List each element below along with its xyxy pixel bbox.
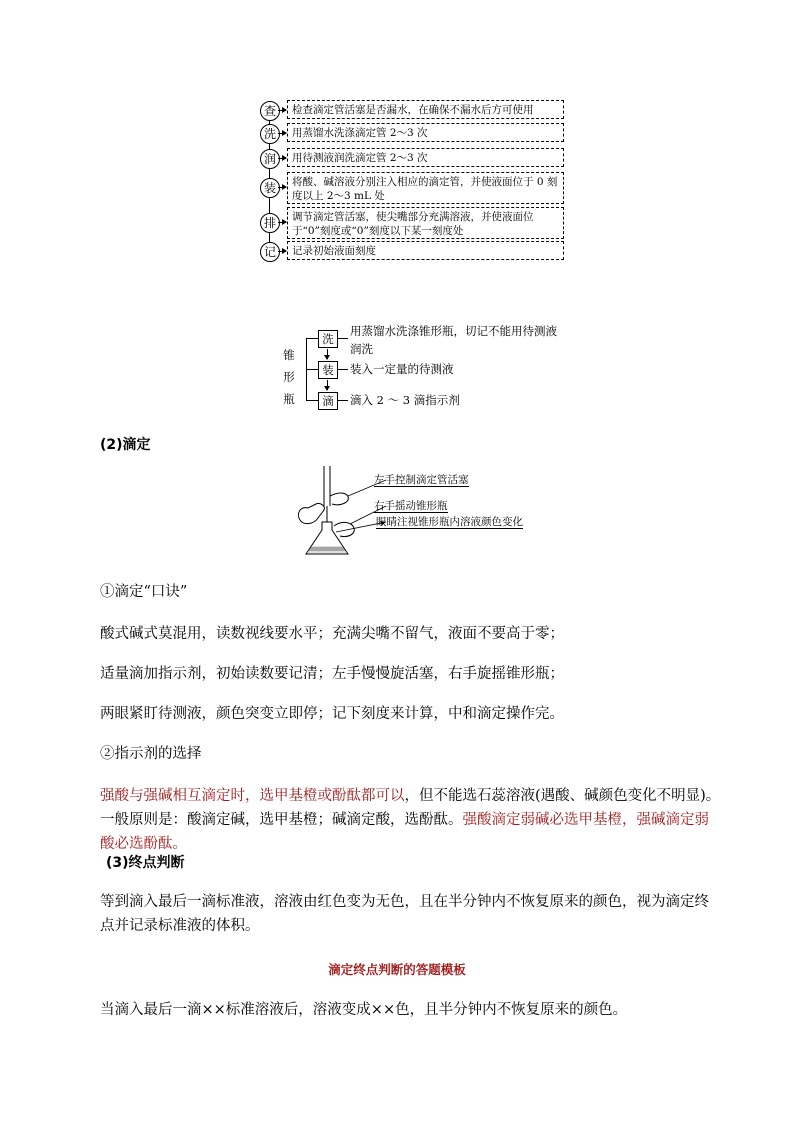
label-text: 眼睛注视锥形瓶内溶液颜色变化 (376, 516, 523, 528)
side-char: 形 (283, 370, 295, 384)
endpoint-paragraph: 等到滴入最后一滴标准液，溶液由红色变为无色，且在半分钟内不恢复原来的颜色，视为滴定终点并记录标准液的体积。 (100, 894, 709, 934)
arrow-right-icon (278, 222, 286, 223)
connector (338, 400, 348, 401)
template-text: 当滴入最后一滴××标准溶液后，溶液变成××色，且半分钟内不恢复原来的颜色。 (100, 1002, 628, 1018)
step-char: 润 (260, 149, 280, 169)
flask-side-label (282, 344, 296, 410)
connector (338, 338, 348, 339)
arrow-right-icon (278, 133, 286, 134)
label-left-hand (374, 474, 469, 486)
arrow-right-icon (278, 110, 286, 111)
flask-step-char: 装 (318, 361, 338, 379)
arrow-right-icon (278, 251, 286, 252)
flask-step-text: 装入一定量的待测液 (350, 362, 454, 376)
arrow-right-icon (278, 187, 286, 188)
step-text: 将酸、碱溶液分别注入相应的滴定管，并使液面位于 0 刻度以上 2～3 mL 处 (287, 172, 564, 204)
arrow-down-icon (327, 349, 328, 359)
step-char: 记 (260, 242, 280, 262)
flask-step-char: 洗 (318, 330, 338, 348)
step-text: 调节滴定管活塞，使尖嘴部分充满溶液，并使液面位于“0”刻度或“0”刻度以下某一刻度处 (287, 207, 564, 239)
indicator-highlight: 强酸与强碱相互滴定时，选甲基橙或酚酞都可以 (100, 788, 405, 804)
indicator-highlight: 强酸滴定弱碱必选甲基橙，强碱滴定弱酸必选酚酞。 (100, 812, 709, 852)
step-text: 用待测液润洗滴定管 2～3 次 (287, 148, 564, 167)
titration-illustration (290, 466, 550, 558)
mnemonic-title: ①滴定“口诀” (100, 584, 188, 600)
bracket-tick (306, 369, 318, 370)
label-eyes (376, 516, 523, 528)
flask-step-text-line: 润洗 (350, 342, 373, 356)
indicator-text: ，但不能选石蕊溶液(遇酸、碱颜色变化不明显)。一般原则是：酸滴定碱，选甲基橙；碱滴定酸，选酚酞。 (100, 788, 721, 828)
label-right-hand (374, 500, 448, 512)
section-heading-titration: (2)滴定 (100, 437, 151, 453)
arrow-down-icon (327, 380, 328, 390)
bracket-tick (306, 400, 318, 401)
side-char: 锥 (283, 348, 295, 362)
mnemonic-line: 适量滴加指示剂，初始读数要记清；左手慢慢旋活塞，右手旋摇锥形瓶； (100, 666, 564, 682)
mnemonic-line: 酸式碱式莫混用，读数视线要水平；充满尖嘴不留气，液面不要高于零； (100, 626, 564, 642)
step-text: 记录初始液面刻度 (287, 241, 564, 260)
burette-flow-chart (258, 96, 568, 262)
flask-flow-chart (282, 322, 572, 414)
connector (338, 369, 348, 370)
indicator-paragraph (100, 784, 722, 856)
bracket-tick (306, 338, 318, 339)
step-text: 用蒸馏水洗涤滴定管 2～3 次 (287, 123, 564, 142)
section-heading-endpoint: (3)终点判断 (106, 855, 185, 871)
mnemonic-line: 两眼紧盯待测液，颜色突变立即停；记下刻度来计算，中和滴定操作完。 (100, 706, 564, 722)
side-char: 瓶 (283, 392, 295, 406)
flask-step-text-line: 用蒸馏水洗涤锥形瓶，切记不能用待测液 (350, 324, 557, 338)
indicator-title: ②指示剂的选择 (100, 746, 202, 762)
flask-step-text (350, 322, 557, 358)
label-text: 左手控制滴定管活塞 (374, 474, 469, 486)
arrow-right-icon (278, 158, 286, 159)
template-title: 滴定终点判断的答题模板 (328, 962, 466, 977)
step-char: 排 (260, 213, 280, 233)
step-char: 查 (260, 101, 280, 121)
step-text: 检查滴定管活塞是否漏水，在确保不漏水后方可使用 (287, 100, 564, 119)
flask-step-text: 滴入 2 ～ 3 滴指示剂 (350, 393, 460, 407)
flask-step-char: 滴 (318, 392, 338, 410)
step-char: 洗 (260, 124, 280, 144)
step-char: 装 (260, 178, 280, 198)
label-text: 右手摇动锥形瓶 (374, 500, 448, 512)
